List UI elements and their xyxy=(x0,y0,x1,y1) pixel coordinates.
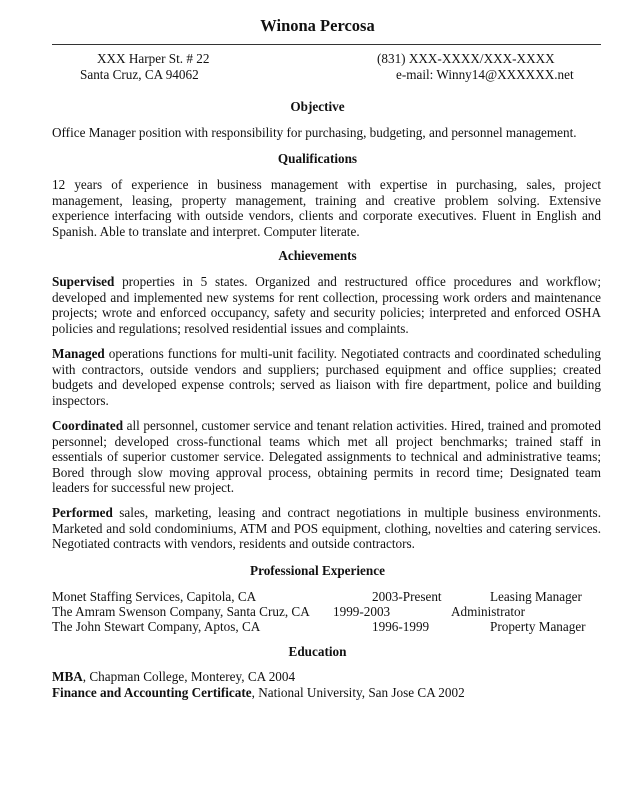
achievement-text: sales, marketing, leasing and contract negotiations in multiple business environments. Marketed and sold condominiums, ATM and POS equipment, clothing, novelties and catering services. Negotiated contracts with vendors, residents and outside contractors. xyxy=(52,505,601,552)
education-detail: , Chapman College, Monterey, CA 2004 xyxy=(82,669,296,684)
experience-dates: 2003-Present xyxy=(372,589,442,604)
candidate-name: Winona Percosa xyxy=(260,16,375,35)
education-detail: , National University, San Jose CA 2002 xyxy=(251,685,465,700)
achievement-item xyxy=(52,418,601,496)
education-item xyxy=(52,669,601,685)
address-line-1: XXX Harper St. # 22 xyxy=(97,51,210,66)
achievement-lead: Coordinated xyxy=(52,418,124,433)
achievement-lead: Performed xyxy=(52,505,113,520)
experience-row xyxy=(52,619,612,635)
experience-company: Monet Staffing Services, Capitola, CA xyxy=(52,589,257,604)
objective-heading: Objective xyxy=(290,99,345,114)
achievement-item xyxy=(52,346,601,408)
experience-dates: 1999-2003 xyxy=(333,604,391,619)
education-heading: Education xyxy=(288,644,347,659)
email: e-mail: Winny14@XXXXXX.net xyxy=(396,66,574,82)
address-line-2: Santa Cruz, CA 94062 xyxy=(80,66,199,82)
objective-text: Office Manager position with responsibility for purchasing, budgeting, and personnel management. xyxy=(52,125,577,140)
education-degree: Finance and Accounting Certificate xyxy=(52,685,252,700)
achievements-heading: Achievements xyxy=(278,248,357,263)
experience-heading: Professional Experience xyxy=(250,563,385,578)
experience-title: Property Manager xyxy=(490,619,586,634)
experience-dates: 1996-1999 xyxy=(372,619,430,634)
qualifications-heading: Qualifications xyxy=(277,151,358,166)
achievement-text: all personnel, customer service and tenant relation activities. Hired, trained and promoted personnel; developed cross-functional teams which met all project benchmarks; trained staff in essentials of superior customer service. Delegated assignments to technical and administrative teams; Bored through slow moving approval process, obtaining permits in record time; Designated team leaders for successful new project. xyxy=(52,418,601,496)
contact-block xyxy=(377,51,574,82)
achievement-text: properties in 5 states. Organized and restructured office procedures and workflow; developed and implemented new systems for rent collection, processing work orders and maintenance projects; wrote and enforced occupancy, safety and security policies; interpreted and enforced OSHA policies and regulations; resolved residential issues and complaints. xyxy=(52,274,601,336)
experience-company: The Amram Swenson Company, Santa Cruz, CA xyxy=(52,604,310,619)
achievement-text: operations functions for multi-unit facility. Negotiated contracts and coordinated scheduling with contractors, outside vendors and suppliers; purchased equipment and office supplies; created budgets and developed expense controls; served as liaison with fire department, police and building inspectors. xyxy=(52,346,601,408)
experience-title: Administrator xyxy=(451,604,525,619)
experience-company: The John Stewart Company, Aptos, CA xyxy=(52,619,261,634)
achievement-item xyxy=(52,274,601,336)
experience-row xyxy=(52,604,612,620)
experience-row xyxy=(52,589,612,605)
phone: (831) XXX-XXXX/XXX-XXXX xyxy=(377,51,555,66)
achievement-item xyxy=(52,505,601,552)
achievement-lead: Supervised xyxy=(52,274,115,289)
qualifications-text: 12 years of experience in business management with expertise in purchasing, sales, project management, leasing, property management, training and creative problem solving. Extensive experience interfacing with outside vendors, clients and corporate executives. Fluent in English and Spanish. Able to translate and interpret. Computer literate. xyxy=(52,177,601,239)
achievement-lead: Managed xyxy=(52,346,105,361)
header-divider xyxy=(52,44,601,45)
education-degree: MBA xyxy=(52,669,83,684)
experience-title: Leasing Manager xyxy=(490,589,582,604)
address-block xyxy=(80,51,209,82)
education-item xyxy=(52,685,601,701)
